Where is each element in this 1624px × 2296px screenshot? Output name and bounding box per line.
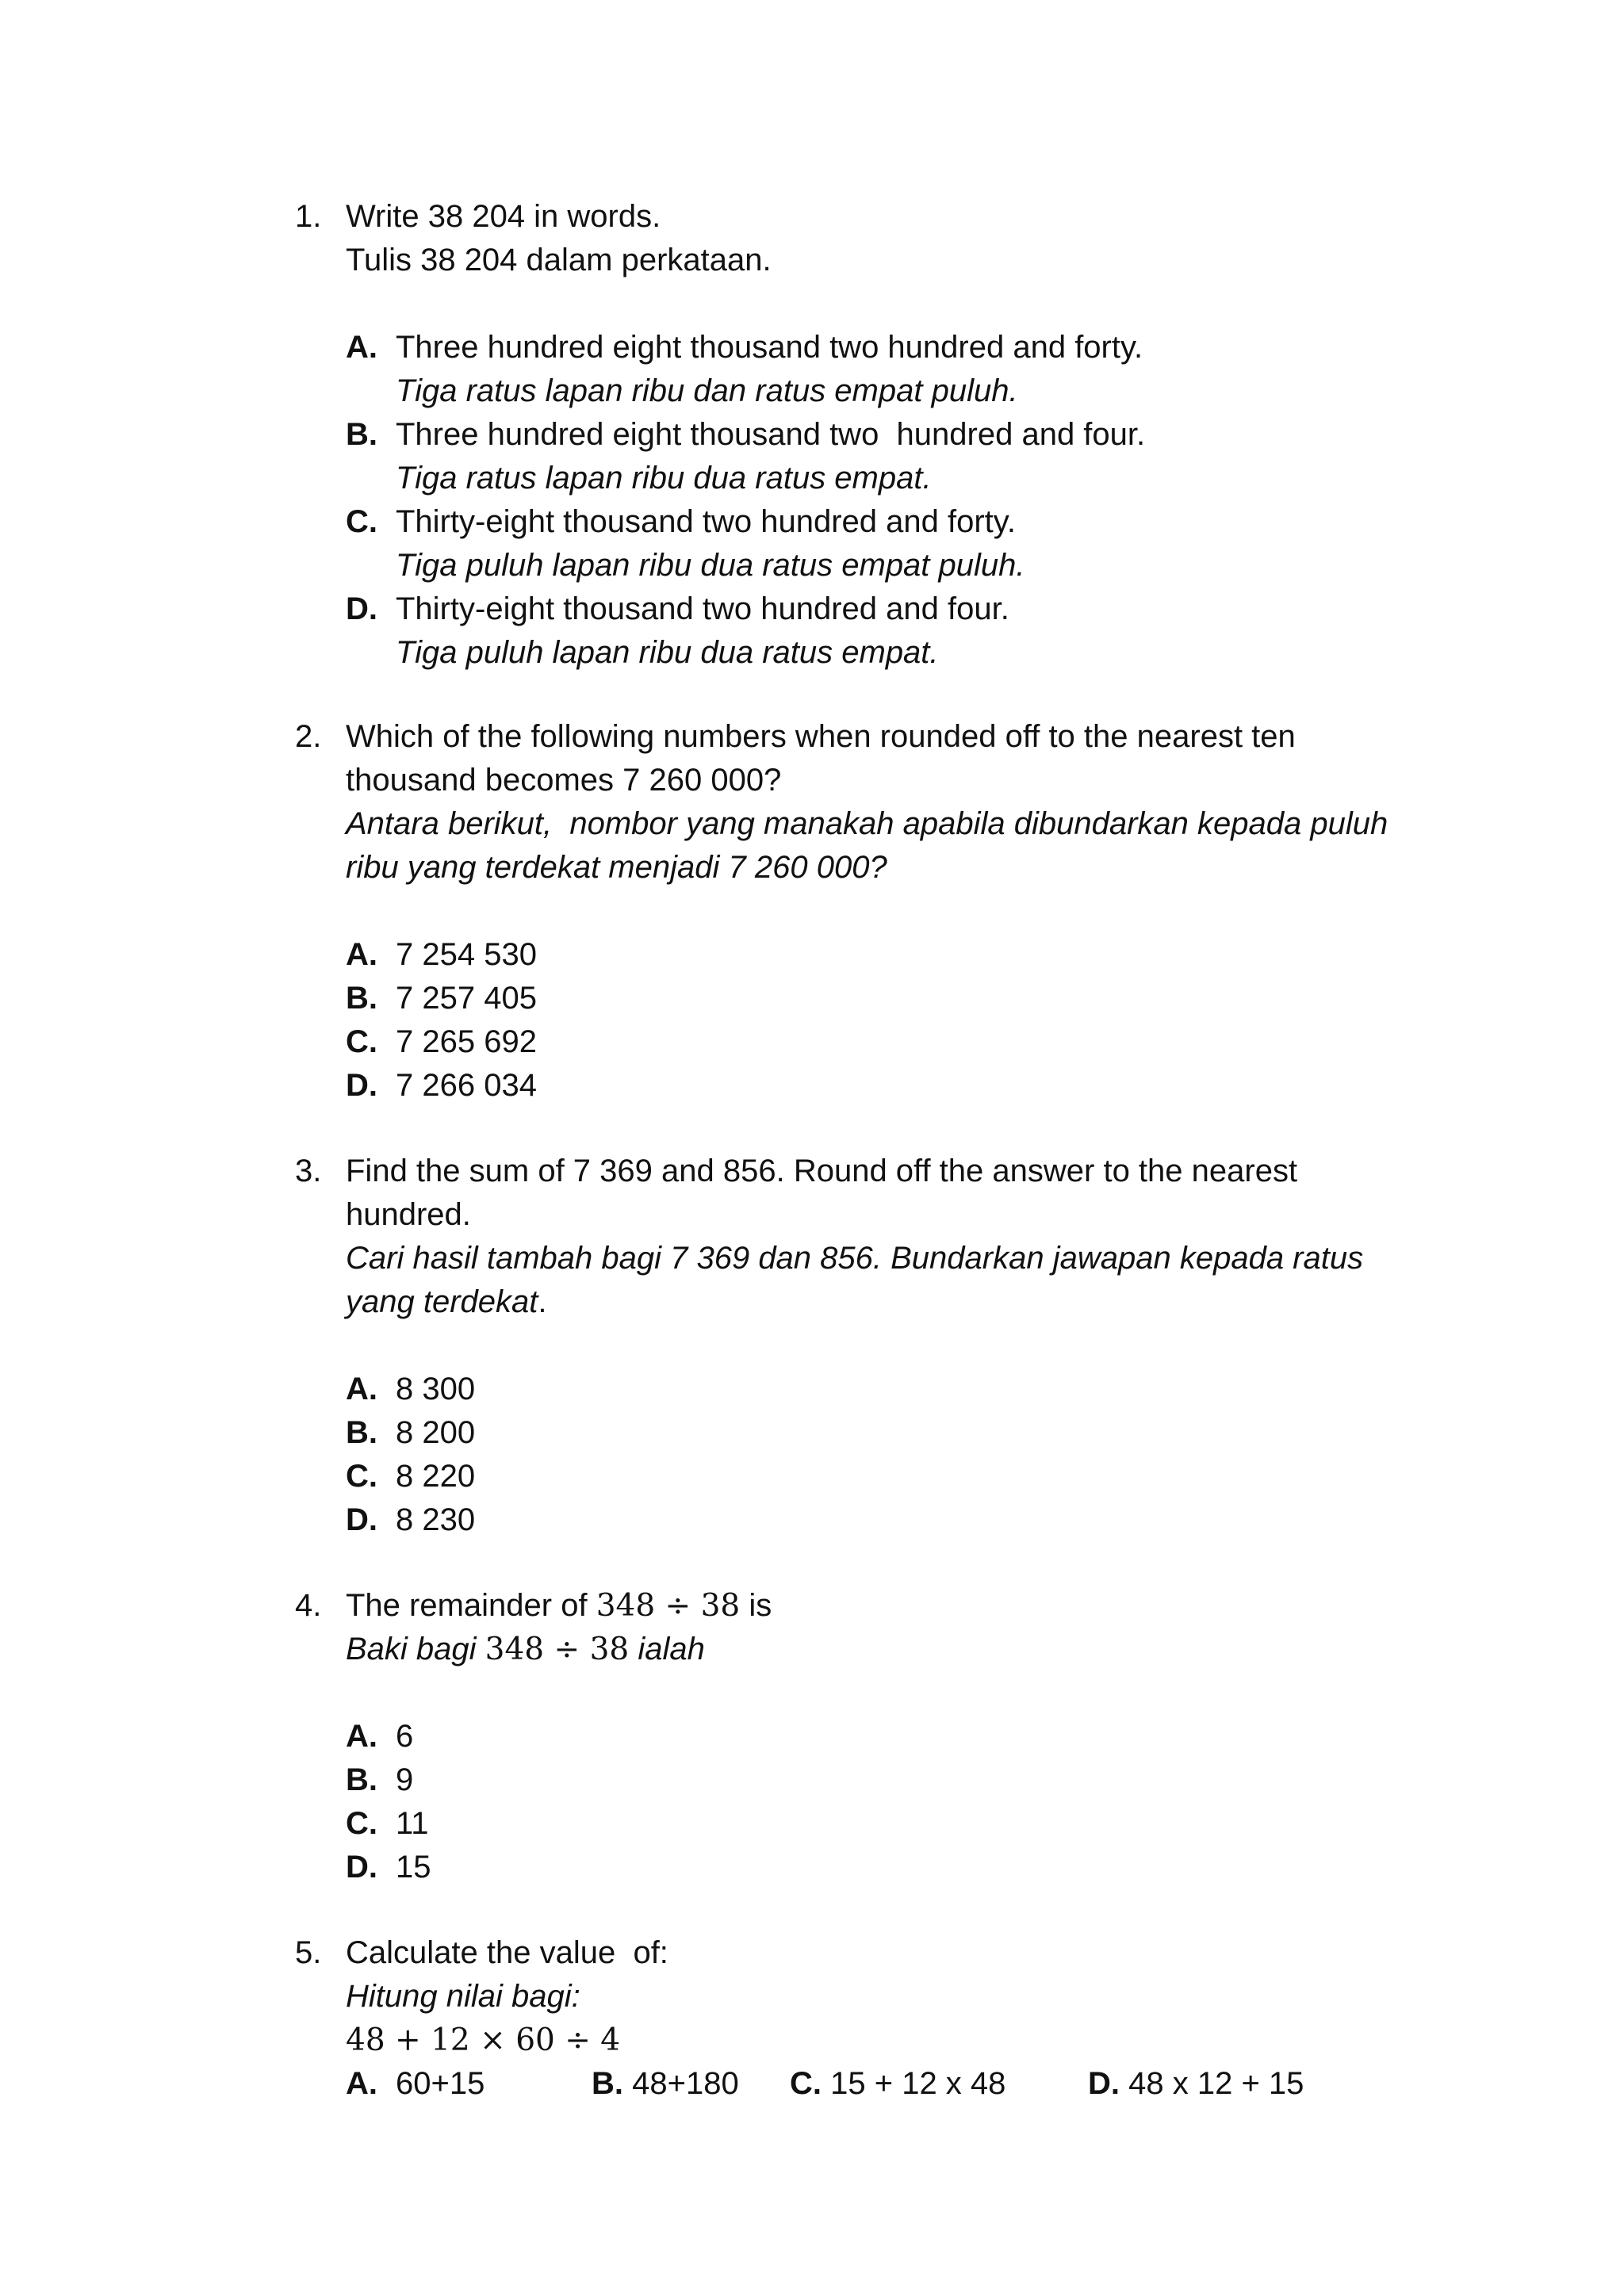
option-text: 48+180 <box>632 2066 739 2101</box>
question-text-ms-line-2: ribu yang terdekat menjadi 7 260 000? <box>346 850 887 885</box>
question-text-ms: Hitung nilai bagi: <box>346 1979 580 2014</box>
option-letter: D. <box>1088 2066 1120 2101</box>
option-letter: C. <box>346 1459 377 1494</box>
math-expression: 348 ÷ 38 <box>485 1632 630 1667</box>
option-d[interactable] <box>1088 2062 1304 2106</box>
option-a[interactable] <box>346 933 1469 977</box>
option-text-en: Three hundred eight thousand two hundred and forty. <box>396 330 1143 365</box>
option-text: 7 254 530 <box>396 937 537 972</box>
option-b[interactable] <box>346 1411 1469 1455</box>
option-a[interactable] <box>346 2062 485 2106</box>
option-text: 8 200 <box>396 1415 476 1450</box>
question-text-ms: Tulis 38 204 dalam perkataan. <box>346 243 772 277</box>
question-text-en: Write 38 204 in words. <box>346 199 661 234</box>
option-b[interactable] <box>346 1758 1469 1802</box>
option-letter: B. <box>346 981 377 1016</box>
question-text-ms-line-1: Antara berikut, nombor yang manakah apabila dibundarkan kepada puluh <box>346 806 1388 841</box>
option-letter: A. <box>346 937 377 972</box>
option-b[interactable] <box>346 977 1469 1020</box>
option-c[interactable] <box>346 500 1469 587</box>
option-letter: C. <box>346 1806 377 1841</box>
option-text-en: Thirty-eight thousand two hundred and forty. <box>396 504 1016 539</box>
option-letter: C. <box>346 504 377 539</box>
question-text-en-line-2: hundred. <box>346 1197 471 1232</box>
option-c[interactable] <box>346 1020 1469 1064</box>
question-number: 4. <box>295 1588 322 1623</box>
option-text: 15 <box>396 1850 431 1885</box>
option-text-ms: Tiga puluh lapan ribu dua ratus empat puluh. <box>396 548 1025 583</box>
option-letter: D. <box>346 591 377 626</box>
option-text: 11 <box>396 1806 429 1841</box>
question-text-ms-prefix: Baki bagi <box>346 1632 485 1667</box>
question-number: 5. <box>295 1935 322 1970</box>
question-text-en-line-1: Find the sum of 7 369 and 856. Round off the answer to the nearest <box>346 1154 1298 1188</box>
question-3 <box>295 1150 1469 1542</box>
option-a[interactable] <box>346 1368 1469 1411</box>
option-text-ms: Tiga ratus lapan ribu dan ratus empat puluh. <box>396 373 1018 408</box>
question-2 <box>295 715 1469 1108</box>
option-text-en: Three hundred eight thousand two hundred and four. <box>396 417 1146 452</box>
option-letter: C. <box>790 2066 822 2101</box>
math-expression: 348 ÷ 38 <box>596 1588 741 1624</box>
option-text: 8 230 <box>396 1502 476 1537</box>
option-list <box>346 933 1469 1108</box>
question-text-en <box>346 1584 1469 1628</box>
option-b[interactable] <box>592 2062 739 2106</box>
option-letter: D. <box>346 1068 377 1103</box>
option-letter: A. <box>346 2066 377 2101</box>
option-d[interactable] <box>346 1846 1469 1889</box>
option-letter: B. <box>592 2066 623 2101</box>
option-letter: A. <box>346 330 377 365</box>
option-a[interactable] <box>346 326 1469 413</box>
option-text: 7 265 692 <box>396 1024 537 1059</box>
option-text: 6 <box>396 1719 414 1754</box>
question-text-en-line-1: Which of the following numbers when rounded off to the nearest ten <box>346 719 1296 754</box>
question-text-en: Calculate the value of: <box>346 1935 668 1970</box>
question-text-ms-suffix: ialah <box>629 1632 705 1667</box>
question-text-en-line-2: thousand becomes 7 260 000? <box>346 763 782 798</box>
option-text-en: Thirty-eight thousand two hundred and four. <box>396 591 1009 626</box>
question-number: 1. <box>295 199 322 234</box>
option-text: 9 <box>396 1762 414 1797</box>
option-text: 7 257 405 <box>396 981 537 1016</box>
question-text-ms-line-2-text: yang terdekat <box>346 1284 538 1319</box>
option-text: 8 300 <box>396 1372 476 1406</box>
option-letter: D. <box>346 1850 377 1885</box>
option-text-ms: Tiga ratus lapan ribu dua ratus empat. <box>396 461 932 496</box>
option-text: 48 x 12 + 15 <box>1128 2066 1304 2101</box>
question-text-en-suffix: is <box>740 1588 772 1623</box>
option-letter: B. <box>346 1762 377 1797</box>
question-text-ms <box>346 1628 1469 1671</box>
option-letter: D. <box>346 1502 377 1537</box>
option-text: 60+15 <box>396 2066 485 2101</box>
option-letter: A. <box>346 1719 377 1754</box>
math-expression: 48 + 12 × 60 ÷ 4 <box>346 2022 621 2058</box>
option-letter: B. <box>346 1415 377 1450</box>
option-a[interactable] <box>346 1715 1469 1758</box>
question-number: 3. <box>295 1154 322 1188</box>
option-b[interactable] <box>346 413 1469 500</box>
option-list <box>346 326 1469 675</box>
option-letter: B. <box>346 417 377 452</box>
option-text-ms: Tiga puluh lapan ribu dua ratus empat. <box>396 635 939 670</box>
question-text-en-prefix: The remainder of <box>346 1588 596 1623</box>
option-text: 7 266 034 <box>396 1068 537 1103</box>
question-text-ms-line-2 <box>346 1280 1469 1324</box>
option-text: 15 + 12 x 48 <box>830 2066 1006 2101</box>
question-5 <box>295 1931 1469 2106</box>
option-c[interactable] <box>346 1802 1469 1846</box>
question-1 <box>295 195 1469 675</box>
option-list <box>346 1715 1469 1889</box>
option-d[interactable] <box>346 1064 1469 1108</box>
option-letter: C. <box>346 1024 377 1059</box>
option-list <box>346 1368 1469 1542</box>
option-d[interactable] <box>346 587 1469 675</box>
question-text-ms-line-1: Cari hasil tambah bagi 7 369 dan 856. Bundarkan jawapan kepada ratus <box>346 1241 1364 1276</box>
question-number: 2. <box>295 719 322 754</box>
option-c[interactable] <box>790 2062 1005 2106</box>
option-d[interactable] <box>346 1498 1469 1542</box>
question-text-ms-line-2-period: . <box>538 1284 547 1319</box>
option-letter: A. <box>346 1372 377 1406</box>
option-row <box>346 2062 1469 2106</box>
option-text: 8 220 <box>396 1459 476 1494</box>
question-4 <box>295 1584 1469 1889</box>
option-c[interactable] <box>346 1455 1469 1498</box>
